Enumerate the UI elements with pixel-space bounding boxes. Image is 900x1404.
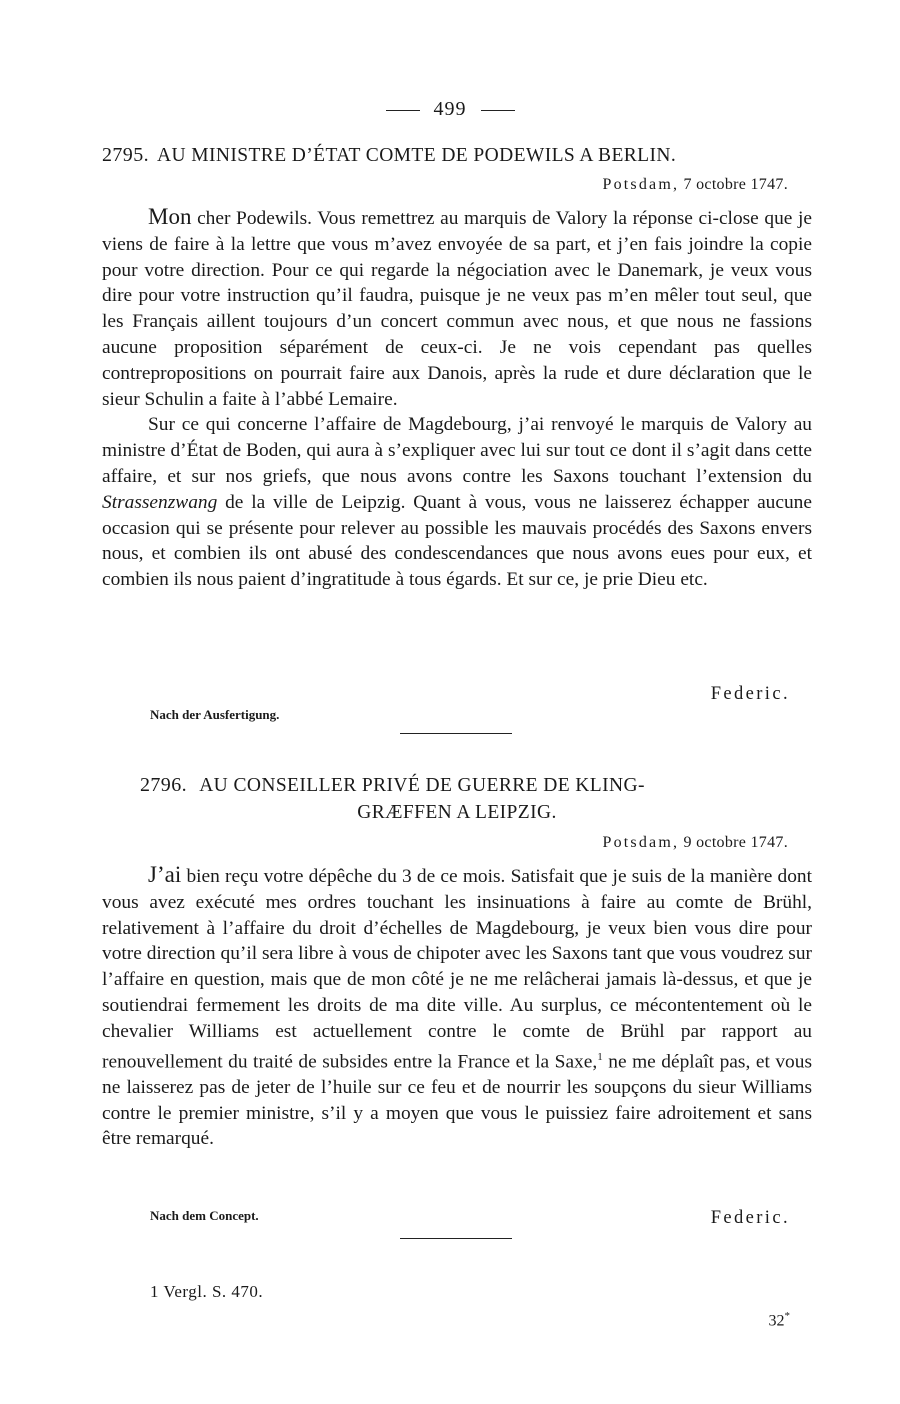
letter-body-2795 bbox=[102, 204, 812, 593]
dateline-date: 9 octobre 1747. bbox=[683, 834, 788, 851]
paragraph-text: Sur ce qui concerne l’affaire de Magdebourg, j’ai renvoyé le marquis de Valory au ministre d’État de Boden, qui aura à s’expliquer avec lui sur tout ce dont il s’agit dans cette affaire, et sur nos griefs, que nous avons contre les Saxons touchant l’extension du bbox=[102, 414, 812, 487]
salutation: Mon bbox=[148, 204, 192, 229]
footnote-number: 1 bbox=[150, 1282, 159, 1301]
letter-number: 2796. bbox=[140, 774, 187, 796]
letter-title-2796 bbox=[102, 772, 812, 826]
letter-number: 2795. bbox=[102, 144, 149, 166]
paragraph-text: de la ville de Leipzig. Quant à vous, vous ne laisserez échapper aucune occasion qui se présente pour relever au possible les mauvais procédés des Saxons envers nous, et combien ils ont abusé des condescendances que nous avons eues pour eux, et combien ils nous paient d’ingratitude à tous égards. Et sur ce, je prie Dieu etc. bbox=[102, 491, 812, 591]
footnote-mark: 1 bbox=[597, 1050, 603, 1063]
sheet-number: 32 bbox=[768, 1312, 785, 1330]
paragraph-text: ne me déplaît pas, et vous ne laisserez pas de jeter de l’huile sur ce feu et de nourrir les soupçons du sieur Williams contre le premier ministre, s’il y a moyen que vous le puissiez faire adroitement et sans être remarqué. bbox=[102, 1051, 812, 1150]
paragraph-text: cher Podewils. Vous remettrez au marquis de Valory la réponse ci-close que je viens de faire à la lettre que vous m’avez envoyée de sa part, et j’en fais joindre la copie pour votre direction. Pour ce qui regarde la négociation avec le Danemark, je veux vous dire pour votre instruction qu’il faudra, puisque je ne veux pas m’en mêler tout seul, que les Français aillent toujours d’un concert commun avec nous, et que nous ne fassions aucune proposition séparément de ceux-ci. Je ne vois cependant pas quelles contrepropositions on pourrait faire aux Danois, après la rude et dure déclaration que le sieur Schulin a faite à l’abbé Lemaire. bbox=[102, 208, 812, 410]
section-rule bbox=[400, 733, 512, 734]
header-dash-left bbox=[386, 110, 420, 111]
salutation: J’ai bbox=[148, 862, 182, 887]
letter-heading: AU CONSEILLER PRIVÉ DE GUERRE DE KLING- bbox=[199, 775, 645, 796]
letter-body-2796 bbox=[102, 862, 812, 1152]
signature-2796: Federic. bbox=[710, 1208, 790, 1228]
source-note-2796: Nach dem Concept. bbox=[150, 1208, 259, 1223]
footnote-text: Vergl. S. 470. bbox=[163, 1282, 264, 1301]
letter-title-2795 bbox=[102, 142, 812, 169]
dateline-2796 bbox=[602, 834, 788, 852]
signature-2795: Federic. bbox=[710, 684, 790, 704]
footnote bbox=[150, 1282, 263, 1302]
paragraph bbox=[102, 862, 812, 1152]
paragraph-text: bien reçu votre dépêche du 3 de ce mois. Satisfait que je suis de la manière dont vous avez exécuté mes ordres touchant les insinuations à faire au comte de Brühl, relativement à l’affaire du droit d’échelles de Magdebourg, je veux bien vous dire pour votre direction qu’il sera libre à vous de chipoter avec les Saxons tant que vous voudrez sur l’affaire en question, mais que de mon côté je ne me relâcherai jamais là-dessus, et que je soutiendrai fermement les droits de ma dite ville. Au surplus, ce mécontentement où le chevalier Williams est actuellement contre le comte de Brühl par rapport au renouvellement du traité de subsides entre la France et la Saxe, bbox=[102, 866, 812, 1073]
page-header bbox=[0, 98, 900, 121]
letter-heading-line1 bbox=[102, 772, 812, 799]
header-dash-right bbox=[481, 110, 515, 111]
letter-heading-line2: GRÆFFEN A LEIPZIG. bbox=[357, 802, 557, 823]
letter-heading: AU MINISTRE D’ÉTAT COMTE DE PODEWILS A BERLIN. bbox=[157, 145, 677, 166]
dateline-date: 7 octobre 1747. bbox=[683, 176, 788, 193]
sheet-mark: * bbox=[784, 1310, 790, 1322]
emphasis-term: Strassenzwang bbox=[102, 491, 218, 513]
dateline-place: Potsdam, bbox=[602, 176, 680, 193]
dateline-place: Potsdam, bbox=[602, 834, 680, 851]
page-number: 499 bbox=[433, 98, 467, 120]
source-note-2795: Nach der Ausfertigung. bbox=[150, 707, 280, 722]
section-rule bbox=[400, 1238, 512, 1239]
paragraph bbox=[102, 204, 812, 412]
sheet-signature bbox=[769, 1310, 791, 1330]
paragraph bbox=[102, 412, 812, 593]
dateline-2795 bbox=[602, 176, 788, 194]
